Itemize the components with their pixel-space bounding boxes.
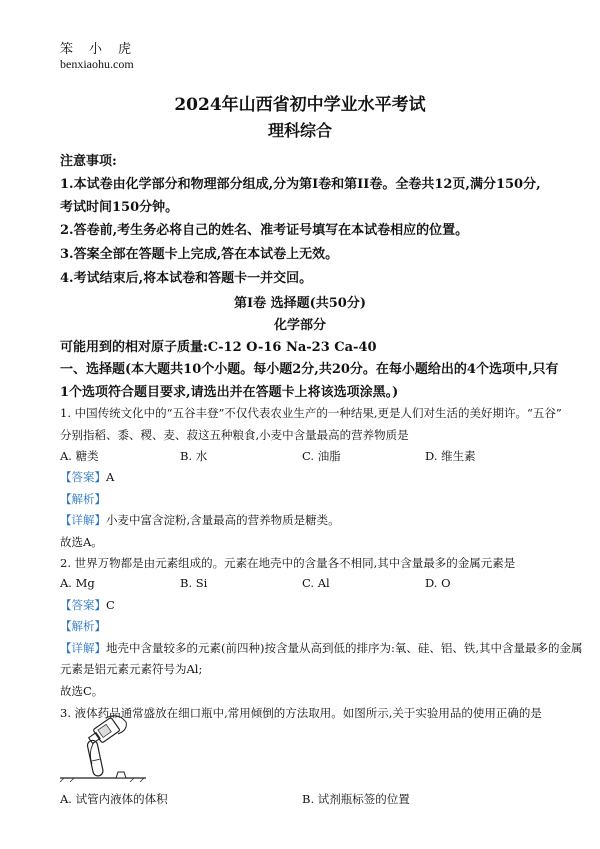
q2-option-b: B. Si: [180, 576, 208, 590]
q2-analysis-tag: 【解析】: [60, 619, 106, 633]
q2-detail-cont: 元素是铝元素元素符号为Al;: [60, 662, 203, 676]
exam-title: 2024年山西省初中学业水平考试: [174, 95, 426, 115]
note-item: 1.本试卷由化学部分和物理部分组成,分为第I卷和第II卷。全卷共12页,满分150分,: [60, 177, 541, 192]
instructions-line: 一、选择题(本大题共10个小题。每小题2分,共20分。在每小题给出的4个选项中,只有: [60, 362, 559, 377]
q2-detail: [60, 640, 583, 656]
site-url: benxiaohu.com: [60, 57, 134, 71]
q1-analysis-tag: 【解析】: [60, 492, 106, 506]
q2-answer: [60, 597, 115, 613]
q2-option-d: D. O: [425, 576, 451, 590]
brand-logo-text: 笨小虎: [60, 42, 148, 57]
q3-stem: 3. 液体药品通常盛放在细口瓶中,常用倾倒的方法取用。如图所示,关于实验用品的使用正确的是: [60, 706, 542, 720]
answer-tag: 【答案】: [60, 470, 106, 484]
pouring-liquid-figure: [58, 712, 148, 782]
detail-tag: 【详解】: [60, 513, 106, 527]
answer-value: A: [106, 470, 115, 484]
atomic-masses: 可能用到的相对原子质量:C-12 O-16 Na-23 Ca-40: [60, 340, 377, 355]
q2-conclusion: 故选C。: [60, 684, 104, 698]
exam-subtitle: 理科综合: [267, 121, 332, 140]
q1-answer: [60, 469, 114, 485]
q2-option-a: A. Mg: [60, 576, 95, 590]
instructions-line: 1个选项符合题目要求,请选出并在答题卡上将该选项涂黑。): [60, 385, 399, 400]
q1-option-d: D. 维生素: [425, 449, 476, 463]
answer-value: C: [106, 598, 115, 612]
note-item: 考试时间150分钟。: [60, 200, 179, 215]
answer-tag: 【答案】: [60, 598, 106, 612]
q1-option-a: A. 糖类: [60, 449, 99, 463]
note-item: 4.考试结束后,将本试卷和答题卡一并交回。: [60, 271, 313, 286]
q1-option-c: C. 油脂: [302, 449, 341, 463]
detail-text: 小麦中富含淀粉,含量最高的营养物质是糖类。: [106, 513, 340, 527]
q1-stem: 分别指稻、黍、稷、麦、菽这五种粮食,小麦中含量最高的营养物质是: [60, 428, 409, 442]
detail-text: 地壳中含量较多的元素(前四种)按含量从高到低的排序为:氧、硅、铝、铁,其中含量最多的金属: [106, 641, 583, 655]
q2-stem: 2. 世界万物都是由元素组成的。元素在地壳中的含量各不相同,其中含量最多的金属元素是: [60, 556, 516, 570]
q1-stem: 1. 中国传统文化中的“五谷丰登”不仅代表农业生产的一种结果,更是人们对生活的美好期许。“五谷”: [60, 406, 562, 420]
notes-heading: 注意事项:: [60, 154, 117, 169]
detail-tag: 【详解】: [60, 641, 106, 655]
q1-conclusion: 故选A。: [60, 535, 103, 549]
q3-option-b: B. 试剂瓶标签的位置: [302, 792, 410, 806]
volume-heading: 第I卷 选择题(共50分): [234, 296, 366, 311]
part-heading: 化学部分: [273, 318, 326, 333]
note-item: 3.答案全部在答题卡上完成,答在本试卷上无效。: [60, 247, 339, 262]
q3-option-a: A. 试管内液体的体积: [60, 792, 168, 806]
q1-option-b: B. 水: [180, 449, 208, 463]
q2-option-c: C. Al: [302, 576, 330, 590]
note-item: 2.答卷前,考生务必将自己的姓名、准考证号填写在本试卷相应的位置。: [60, 223, 469, 238]
q1-detail: [60, 512, 340, 528]
